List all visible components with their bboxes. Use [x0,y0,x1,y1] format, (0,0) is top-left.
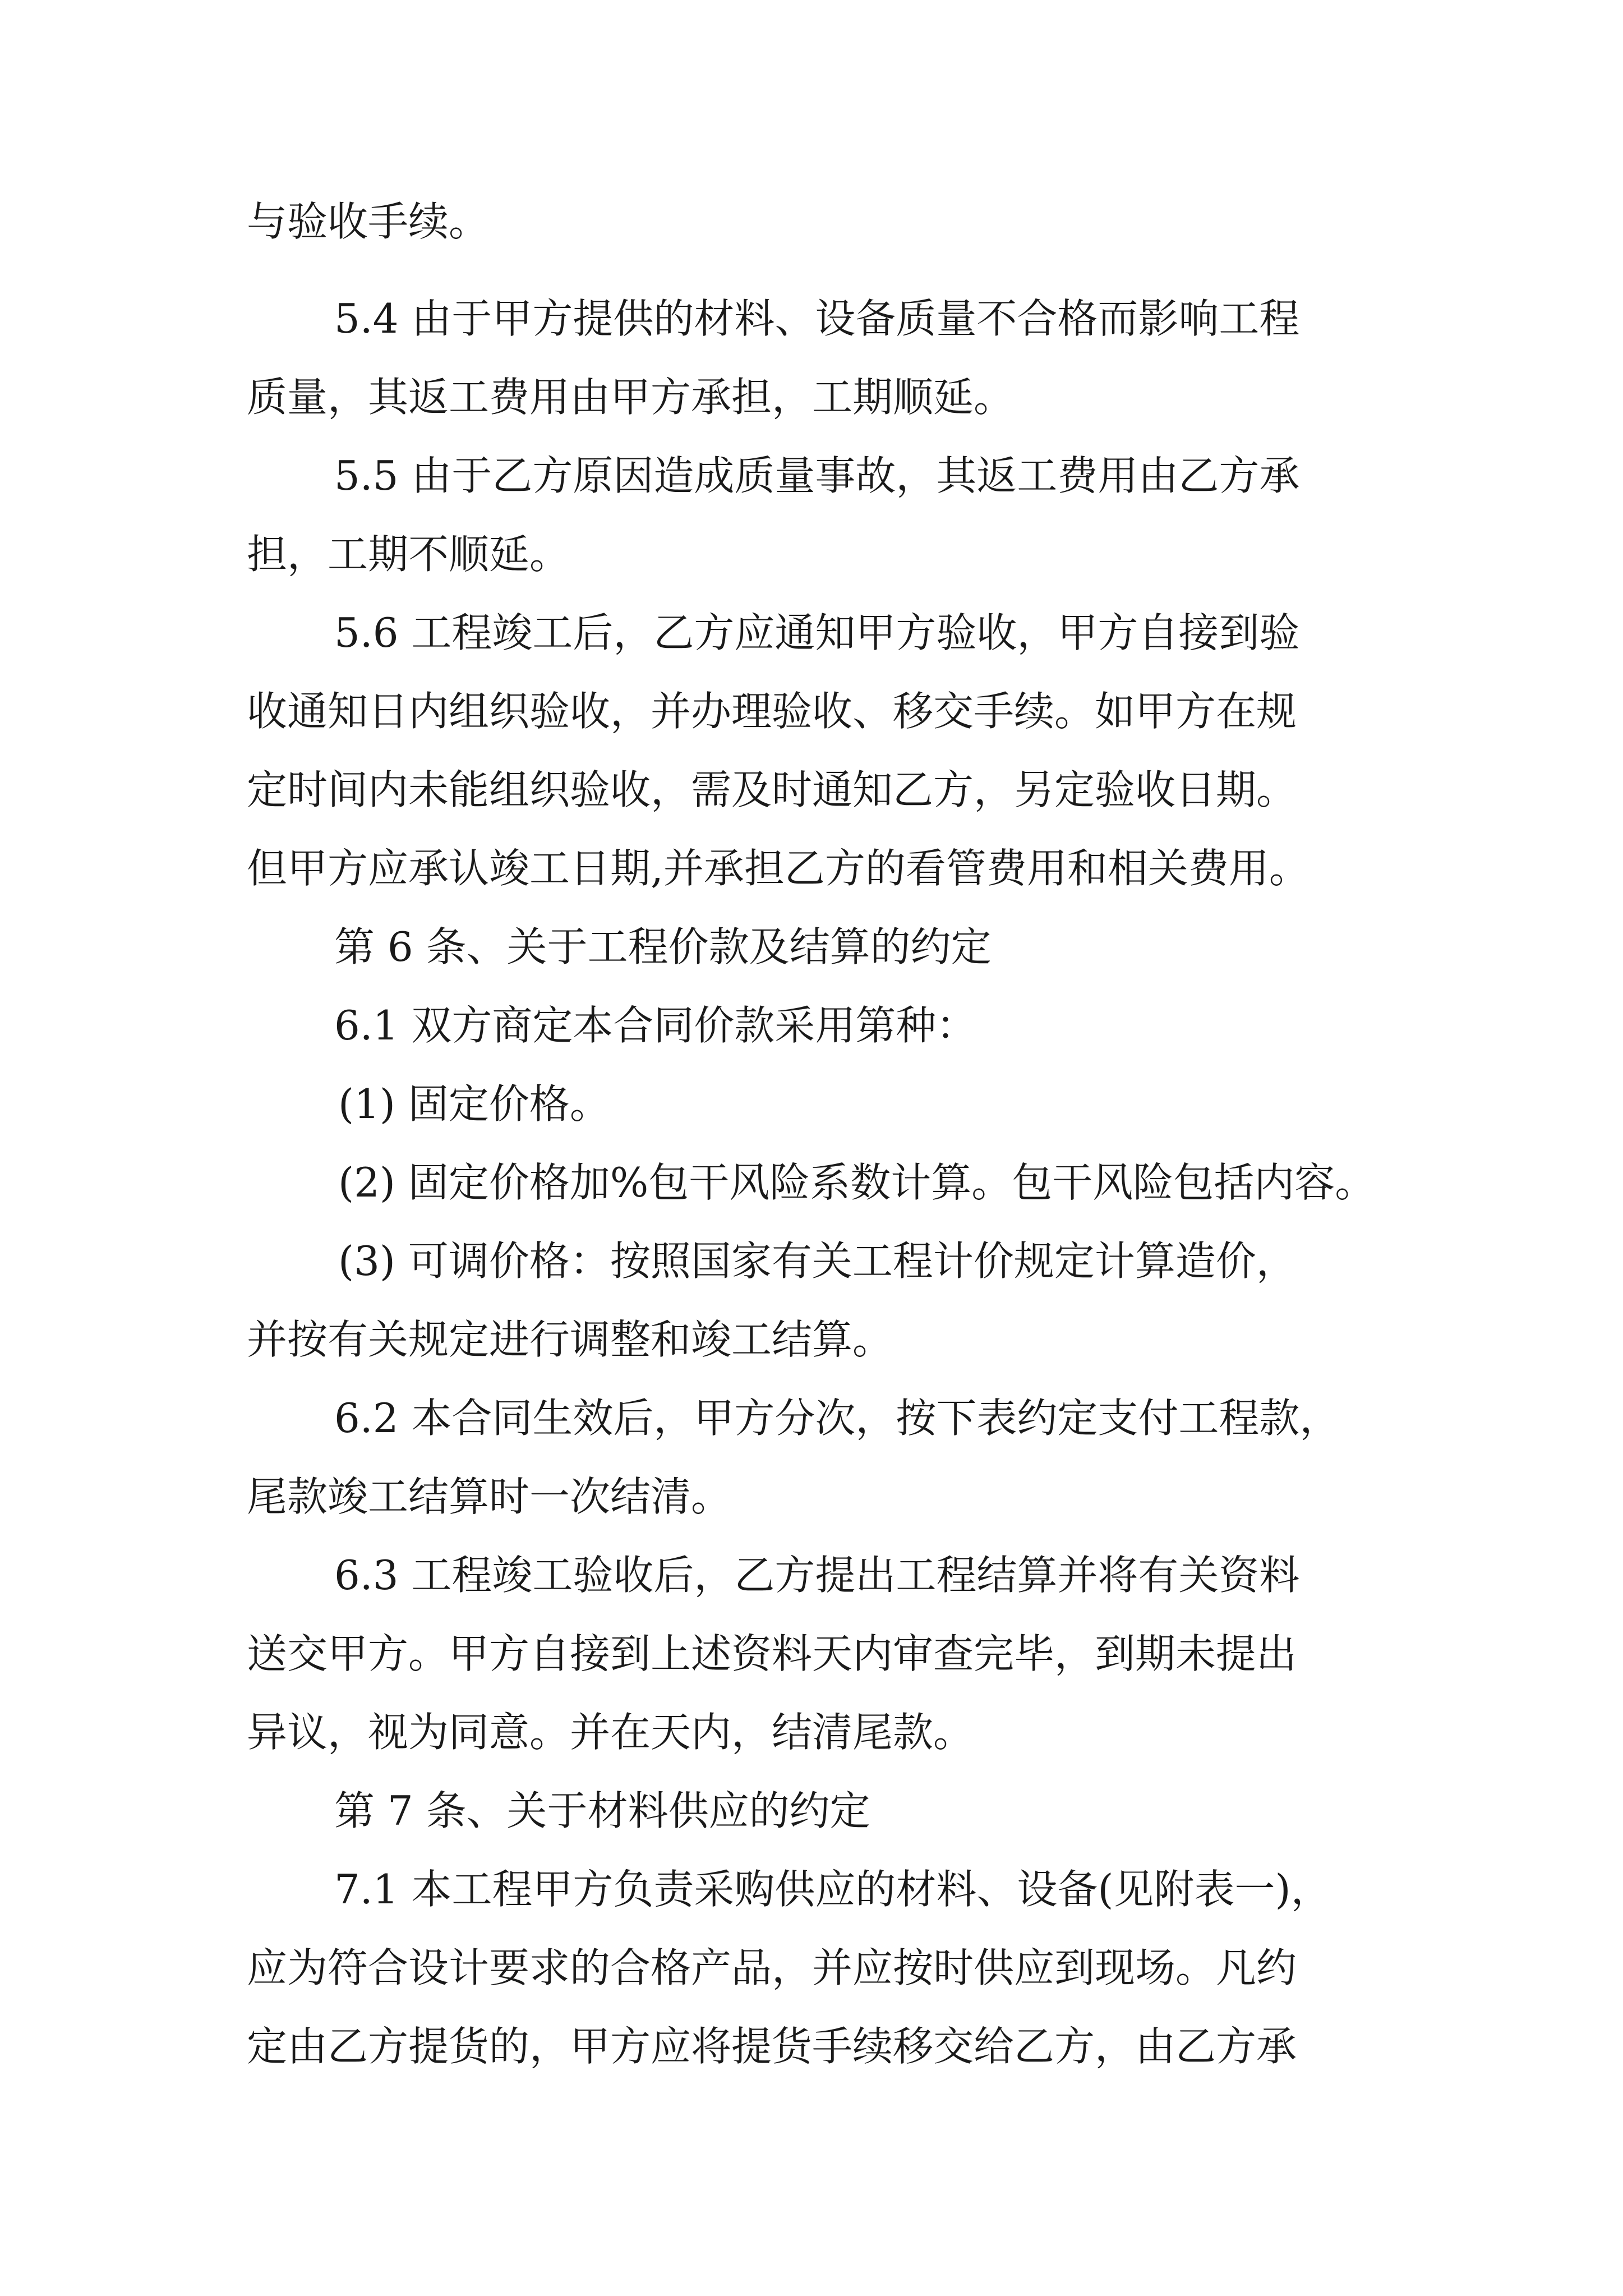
text-line-2: 5.4 由于甲方提供的材料、设备质量不合格而影响工程 [334,295,1300,342]
text-line-6: 5.6 工程竣工后，乙方应通知甲方验收，甲方自接到验 [334,609,1300,656]
text-line-23: 应为符合设计要求的合格产品，并应按时供应到现场。凡约 [247,1944,1297,1991]
text-line-13: (2) 固定价格加%包干风险系数计算。包干风险包括内容。 [338,1159,1376,1206]
text-line-17: 尾款竣工结算时一次结清。 [247,1473,732,1520]
text-line-16: 6.2 本合同生效后，甲方分次，按下表约定支付工程款， [334,1395,1340,1442]
text-line-12: (1) 固定价格。 [338,1080,610,1128]
text-line-7: 收通知日内组织验收，并办理验收、移交手续。如甲方在规 [247,688,1297,735]
text-line-9: 但甲方应承认竣工日期,并承担乙方的看管费用和相关费用。 [247,845,1310,892]
text-line-8: 定时间内未能组织验收，需及时通知乙方，另定验收日期。 [247,766,1297,813]
text-line-18: 6.3 工程竣工验收后，乙方提出工程结算并将有关资料 [334,1552,1300,1599]
text-line-3: 质量，其返工费用由甲方承担，工期顺延。 [247,374,1015,421]
text-line-22: 7.1 本工程甲方负责采购供应的材料、设备(见附表一)， [334,1866,1331,1913]
text-line-11: 6.1 双方商定本合同价款采用第种： [334,1002,977,1049]
text-line-15: 并按有关规定进行调整和竣工结算。 [247,1316,893,1363]
text-line-1: 与验收手续。 [247,198,490,245]
text-line-14: (3) 可调价格：按照国家有关工程计价规定计算造价， [338,1237,1297,1285]
text-line-24: 定由乙方提货的，甲方应将提货手续移交给乙方，由乙方承 [247,2023,1297,2070]
article-heading-7: 第 7 条、关于材料供应的约定 [334,1787,870,1834]
text-line-20: 异议，视为同意。并在天内，结清尾款。 [247,1709,974,1756]
text-line-5: 担，工期不顺延。 [247,531,570,578]
text-line-19: 送交甲方。甲方自接到上述资料天内审查完毕，到期未提出 [247,1630,1297,1677]
article-heading-6: 第 6 条、关于工程价款及结算的约定 [334,923,992,970]
text-line-4: 5.5 由于乙方原因造成质量事故，其返工费用由乙方承 [334,452,1300,499]
